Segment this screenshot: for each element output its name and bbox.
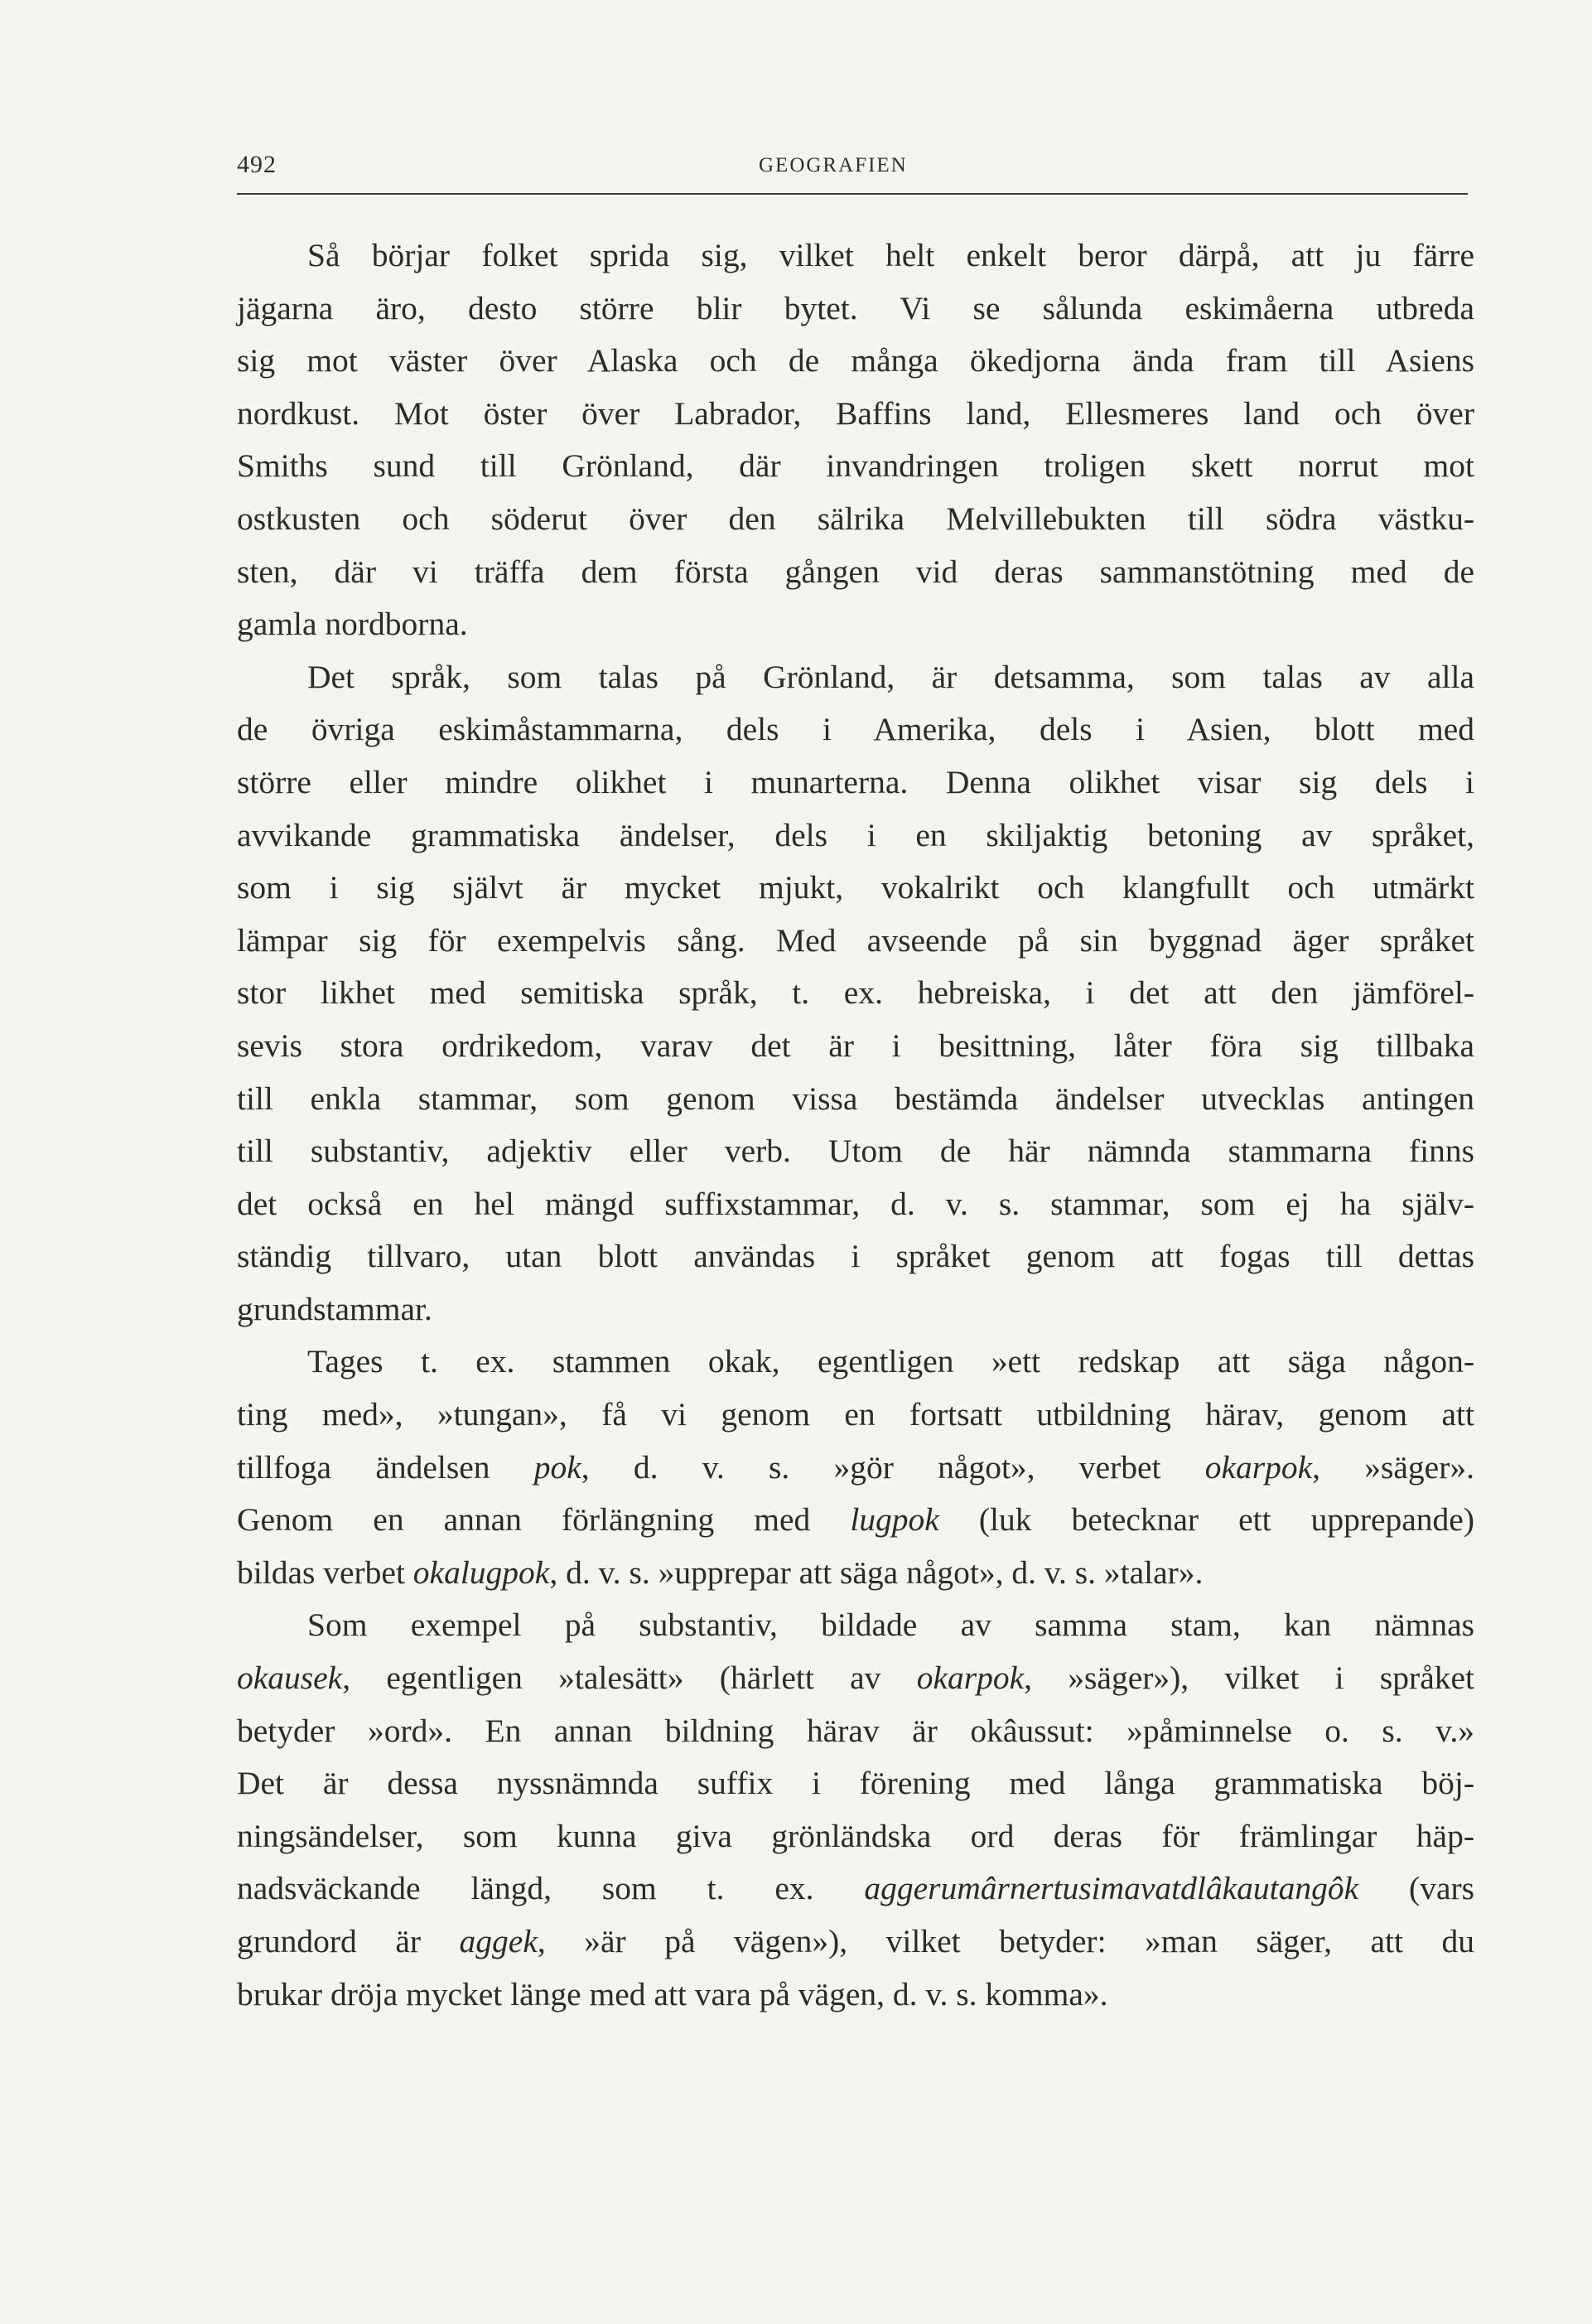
text-line: tillfoga ändelsen pok, d. v. s. »gör något», verbet okarpok, »säger». bbox=[237, 1448, 1474, 1486]
text-line: sevis stora ordrikedom, varav det är i besittning, låter föra sig tillbaka bbox=[237, 1027, 1474, 1064]
text-line: lämpar sig för exempelvis sång. Med avseende på sin byggnad äger språket bbox=[237, 921, 1474, 959]
text-line: grundord är aggek, »är på vägen»), vilket betyder: »man säger, att du bbox=[237, 1923, 1474, 1959]
text-line: Det är dessa nyssnämnda suffix i förening med långa grammatiska böj- bbox=[237, 1765, 1474, 1802]
text-line: till enkla stammar, som genom vissa bestämda ändelser utvecklas antingen bbox=[237, 1080, 1474, 1117]
text-line: som i sig självt är mycket mjukt, vokalrikt och klangfullt och utmärkt bbox=[237, 869, 1474, 906]
italic-term: okarpok bbox=[916, 1660, 1025, 1697]
page-header bbox=[237, 151, 1468, 187]
text-line: nordkust. Mot öster över Labrador, Baffins land, Ellesmeres land och över bbox=[237, 394, 1474, 432]
text-line: större eller mindre olikhet i munarterna. Denna olikhet visar sig dels i bbox=[237, 763, 1474, 800]
italic-term: okalugpok bbox=[412, 1553, 550, 1591]
text-line: det också en hel mängd suffixstammar, d. v. s. stammar, som ej ha själv- bbox=[237, 1185, 1474, 1222]
text-line: betyder »ord». En annan bildning härav är okâussut: »påminnelse o. s. v.» bbox=[237, 1712, 1474, 1749]
running-head: GEOGRAFIEN bbox=[759, 154, 908, 176]
text-line: brukar dröja mycket länge med att vara på vägen, d. v. s. komma». bbox=[237, 1975, 1108, 2012]
text-line: ostkusten och söderut över den sälrika Melvillebukten till södra västku- bbox=[237, 500, 1474, 537]
header-rule bbox=[237, 193, 1468, 195]
body-text bbox=[237, 230, 1474, 2021]
text-line: gamla nordborna. bbox=[237, 606, 468, 643]
text-line: Det språk, som talas på Grönland, är detsamma, som talas av alla bbox=[307, 658, 1474, 695]
italic-term: aggek bbox=[459, 1923, 538, 1959]
text-line: stor likhet med semitiska språk, t. ex. hebreiska, i det att den jämförel- bbox=[237, 974, 1474, 1012]
text-line: till substantiv, adjektiv eller verb. Utom de här nämnda stammarna finns bbox=[237, 1133, 1474, 1170]
text-line: Genom en annan förlängning med lugpok (luk betecknar ett upprepande) bbox=[237, 1501, 1474, 1539]
italic-term: okarpok bbox=[1204, 1448, 1313, 1486]
text-line: Som exempel på substantiv, bildade av samma stam, kan nämnas bbox=[307, 1607, 1474, 1644]
text-line: Smiths sund till Grönland, där invandringen troligen skett norrut mot bbox=[237, 447, 1474, 485]
text-line: ting med», »tungan», få vi genom en fortsatt utbildning härav, genom att bbox=[237, 1396, 1474, 1433]
text-line: sig mot väster över Alaska och de många ökedjorna ända fram till Asiens bbox=[237, 342, 1474, 379]
text-line: jägarna äro, desto större blir bytet. Vi se sålunda eskimåerna utbreda bbox=[237, 289, 1474, 326]
text-line: Tages t. ex. stammen okak, egentligen »ett redskap att säga någon- bbox=[307, 1343, 1474, 1380]
text-line: sten, där vi träffa dem första gången vid deras sammanstötning med de bbox=[237, 553, 1474, 590]
italic-term: okausek bbox=[237, 1660, 343, 1697]
text-line: bildas verbet okalugpok, d. v. s. »upprepar att säga något», d. v. s. »talar». bbox=[237, 1553, 1204, 1591]
text-line: de övriga eskimåstammarna, dels i Amerika, dels i Asien, blott med bbox=[237, 711, 1474, 748]
text-line: avvikande grammatiska ändelser, dels i en skiljaktig betoning av språket, bbox=[237, 816, 1474, 853]
text-line: grundstammar. bbox=[237, 1290, 432, 1327]
text-line: Så börjar folket sprida sig, vilket helt enkelt beror därpå, att ju färre bbox=[307, 237, 1474, 273]
italic-term: pok bbox=[533, 1448, 581, 1486]
text-line: ningsändelser, som kunna giva grönländska ord deras för främlingar häp- bbox=[237, 1817, 1474, 1854]
text-line: nadsväckande längd, som t. ex. aggerumârnertusimavatdlâkautangôk (vars bbox=[237, 1870, 1474, 1907]
text-line: ständig tillvaro, utan blott användas i språket genom att fogas till dettas bbox=[237, 1238, 1474, 1275]
italic-term: aggerumârnertusimavatdlâkautangôk bbox=[864, 1870, 1359, 1907]
text-line: okausek, egentligen »talesätt» (härlett av okarpok, »säger»), vilket i språket bbox=[237, 1660, 1474, 1697]
italic-term: lugpok bbox=[850, 1501, 939, 1539]
page-number: 492 bbox=[237, 151, 277, 178]
